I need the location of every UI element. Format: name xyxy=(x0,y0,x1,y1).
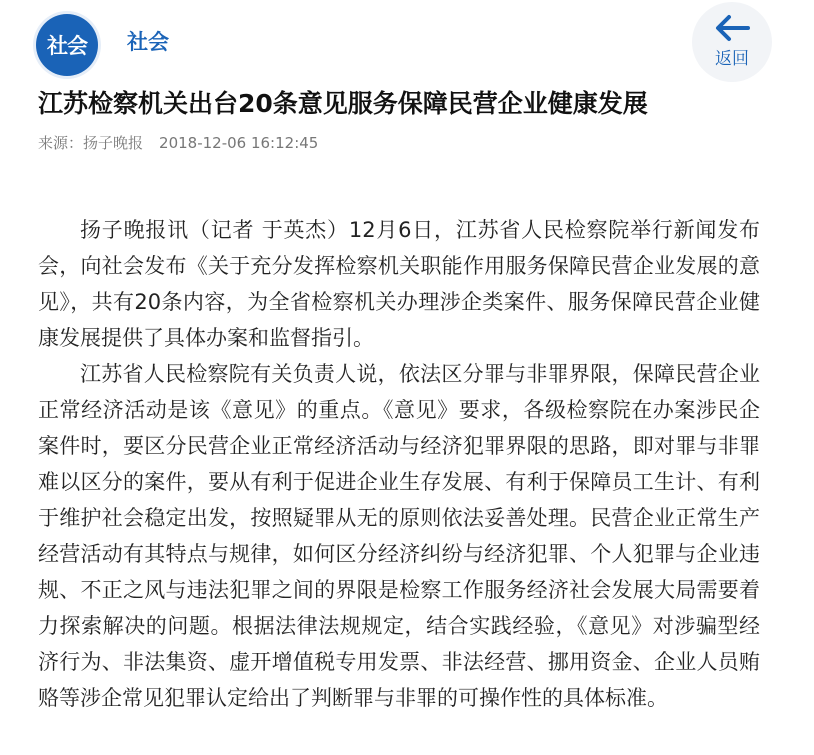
arrow-left-icon xyxy=(714,14,750,42)
channel-logo[interactable]: 社会 xyxy=(36,14,98,76)
article-title: 江苏检察机关出台20条意见服务保障民营企业健康发展 xyxy=(38,89,648,118)
article-paragraph: 江苏省人民检察院有关负责人说，依法区分罪与非罪界限，保障民营企业正常经济活动是该《意见》的重点。《意见》要求，各级检察院在办案涉民企案件时，要区分民营企业正常经济活动与经济犯罪界限的思路，即对罪与非罪难以区分的案件，要从有利于促进企业生存发展、有利于保障员工生计、有利于维护社会稳定出发，按照疑罪从无的原则依法妥善处理。民营企业正常生产经营活动有其特点与规律，如何区分经济纠纷与经济犯罪、个人犯罪与企业违规、不正之风与违法犯罪之间的界限是检察工作服务经济社会发展大局需要着力探索解决的问题。根据法律法规规定，结合实践经验，《意见》对涉骗型经济行为、非法集资、虚开增值税专用发票、非法经营、挪用资金、企业人员贿赂等涉企常见犯罪认定给出了判断罪与非罪的可操作性的具体标准。 xyxy=(38,362,760,710)
article-meta xyxy=(38,132,318,154)
top-bar xyxy=(0,0,814,82)
back-label: 返回 xyxy=(715,49,749,69)
article-source xyxy=(38,134,143,152)
source-label: 来源： xyxy=(38,134,84,152)
article-body xyxy=(38,212,760,716)
article-datetime: 2018-12-06 16:12:45 xyxy=(159,134,319,152)
channel-name-link[interactable]: 社会 xyxy=(127,30,169,54)
source-name: 扬子晚报 xyxy=(83,134,144,152)
article-paragraph: 扬子晚报讯（记者 于英杰）12月6日，江苏省人民检察院举行新闻发布会，向社会发布《关于充分发挥检察机关职能作用服务保障民营企业发展的意见》，共有20条内容，为全省检察机关办理涉企类案件、服务保障民营企业健康发展提供了具体办案和监督指引。 xyxy=(38,218,760,350)
back-button[interactable] xyxy=(692,2,772,82)
